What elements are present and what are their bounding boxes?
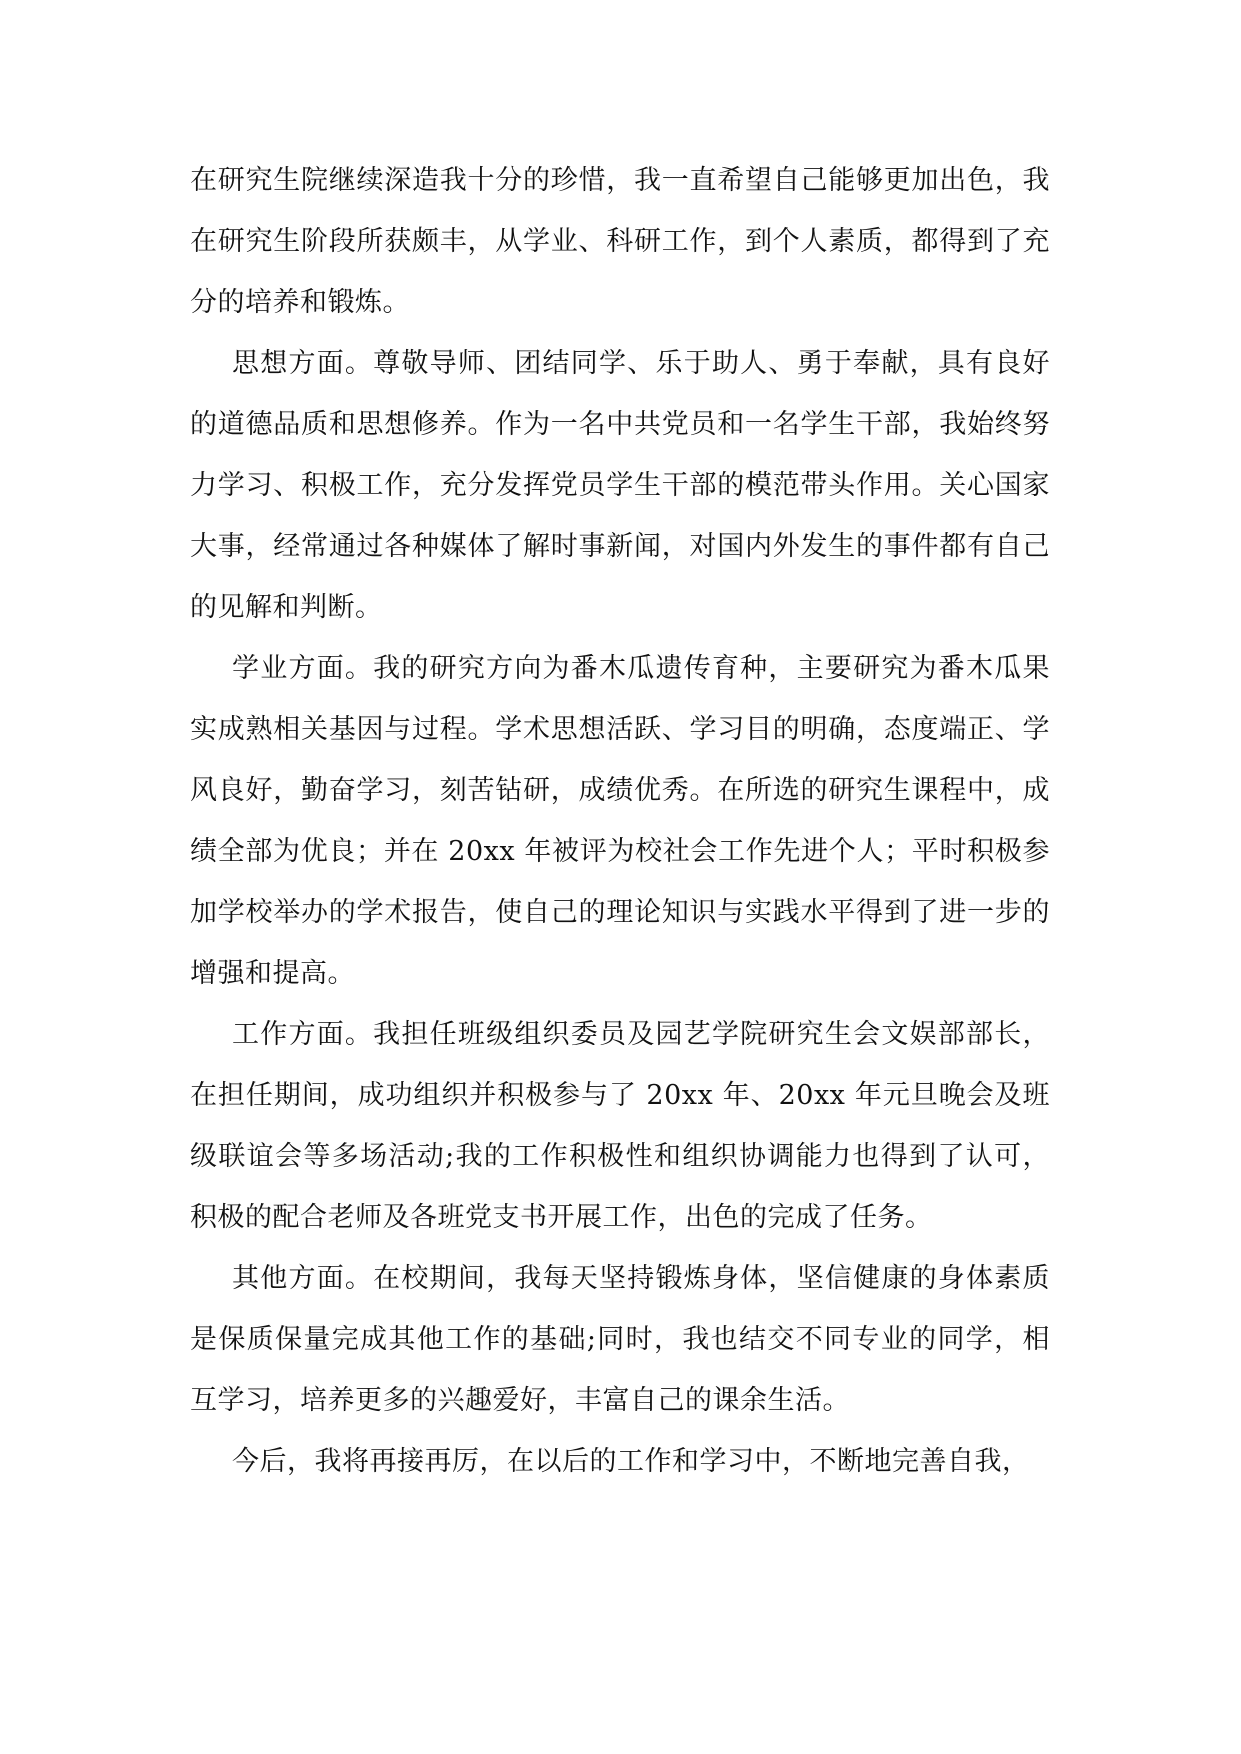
- paragraph-academics: 学业方面。我的研究方向为番木瓜遗传育种，主要研究为番木瓜果实成熟相关基因与过程。学术思想活跃、学习目的明确，态度端正、学风良好，勤奋学习，刻苦钻研，成绩优秀。在所选的研究生课程中，成绩全部为优良；并在 20xx 年被评为校社会工作先进个人；平时积极参加学校举办的学术报告，使自己的理论知识与实践水平得到了进一步的增强和提高。: [190, 653, 1050, 989]
- paragraph-ideology: 思想方面。尊敬导师、团结同学、乐于助人、勇于奉献，具有良好的道德品质和思想修养。作为一名中共党员和一名学生干部，我始终努力学习、积极工作，充分发挥党员学生干部的模范带头作用。关心国家大事，经常通过各种媒体了解时事新闻，对国内外发生的事件都有自己的见解和判断。: [190, 348, 1050, 623]
- paragraph-intro: 在研究生院继续深造我十分的珍惜，我一直希望自己能够更加出色，我在研究生阶段所获颇丰，从学业、科研工作，到个人素质，都得到了充分的培养和锻炼。: [190, 165, 1050, 318]
- paragraph-future: 今后，我将再接再厉，在以后的工作和学习中，不断地完善自我，: [232, 1446, 1030, 1477]
- document-body: [190, 150, 1050, 1492]
- paragraph-work: 工作方面。我担任班级组织委员及园艺学院研究生会文娱部部长，在担任期间，成功组织并积极参与了 20xx 年、20xx 年元旦晚会及班级联谊会等多场活动;我的工作积极性和组织协调能力也得到了认可，积极的配合老师及各班党支书开展工作，出色的完成了任务。: [190, 1019, 1050, 1233]
- paragraph-other: 其他方面。在校期间，我每天坚持锻炼身体，坚信健康的身体素质是保质保量完成其他工作的基础;同时，我也结交不同专业的同学，相互学习，培养更多的兴趣爱好，丰富自己的课余生活。: [190, 1263, 1050, 1416]
